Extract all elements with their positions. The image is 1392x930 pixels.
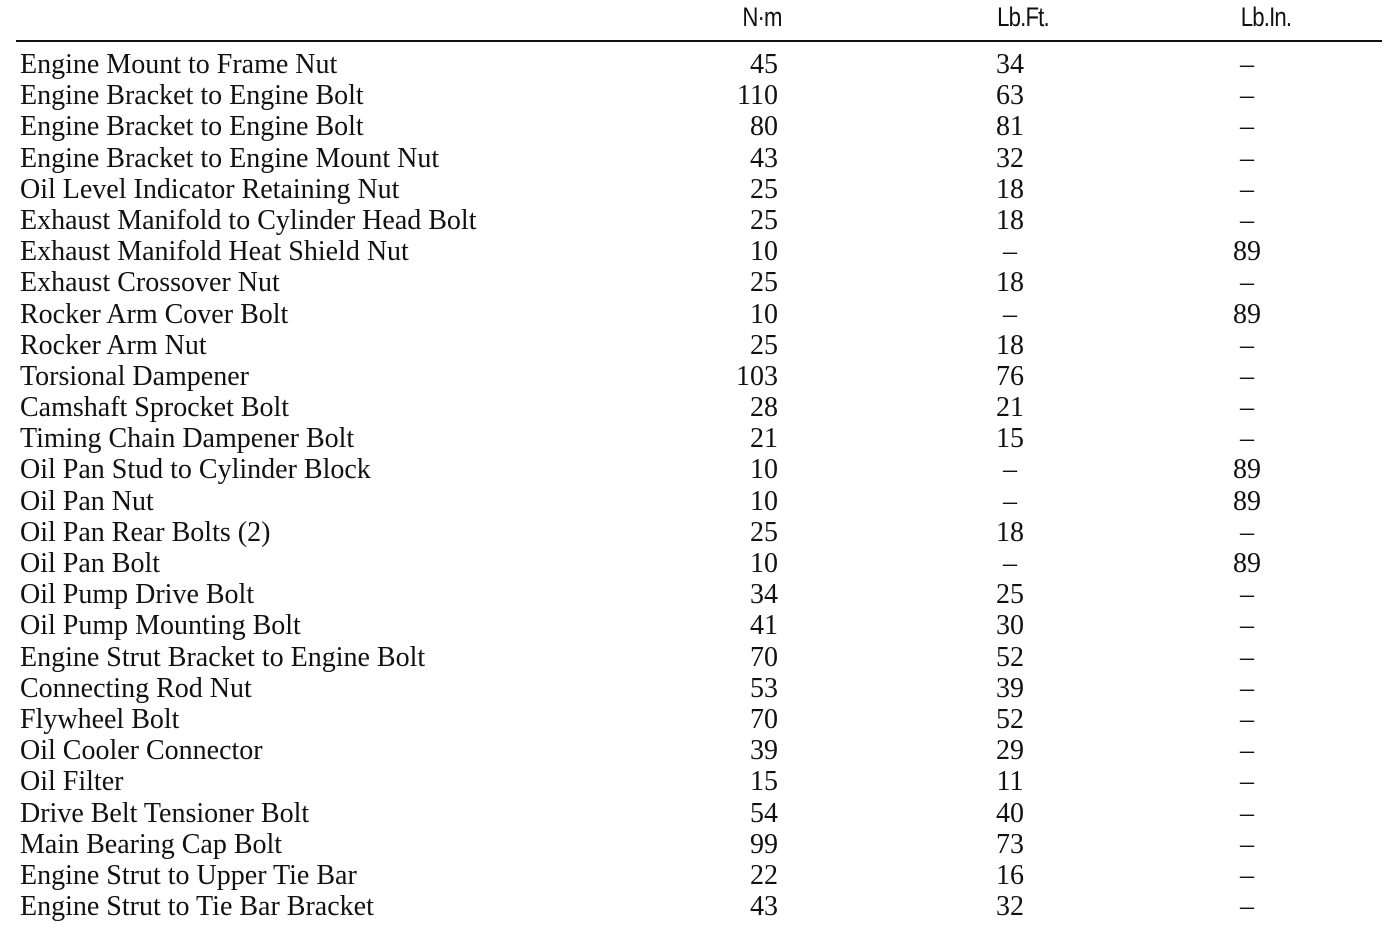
fastener-label: Engine Bracket to Engine Bolt [20,111,364,143]
table-row [0,798,1392,829]
torque-pound-inches: 89 [1233,485,1261,517]
fastener-label: Drive Belt Tensioner Bolt [20,797,310,829]
torque-pound-feet: – [1003,236,1017,268]
torque-newton-meters: 22 [750,859,778,891]
torque-pound-feet: 18 [996,204,1024,236]
torque-pound-feet: 73 [996,828,1024,860]
fastener-label: Exhaust Manifold to Cylinder Head Bolt [20,204,477,236]
torque-newton-meters: 103 [736,360,778,392]
fastener-label: Engine Strut to Upper Tie Bar [20,859,357,891]
torque-pound-inches: – [1240,766,1254,798]
torque-pound-feet: 18 [996,516,1024,548]
table-row [0,361,1392,392]
fastener-label: Engine Mount to Frame Nut [20,49,338,80]
fastener-label: Oil Pan Bolt [20,548,161,579]
torque-spec-table-body [0,49,1392,922]
table-header [0,0,1392,40]
torque-newton-meters: 43 [750,142,778,174]
torque-newton-meters: 80 [750,111,778,143]
table-row [0,579,1392,610]
table-row [0,49,1392,80]
torque-newton-meters: 21 [750,423,778,455]
torque-pound-inches: – [1240,859,1254,891]
table-row [0,891,1392,922]
torque-newton-meters: 43 [750,891,778,923]
torque-pound-feet: 76 [996,360,1024,392]
torque-pound-inches: – [1240,641,1254,673]
column-header-pound-inches: Lb.In. [1240,2,1292,32]
torque-pound-inches: – [1240,891,1254,923]
torque-newton-meters: 10 [750,454,778,486]
fastener-label: Rocker Arm Nut [20,329,207,361]
torque-newton-meters: 41 [750,610,778,642]
fastener-label: Exhaust Manifold Heat Shield Nut [20,236,409,268]
torque-pound-feet: 39 [996,672,1024,704]
fastener-label: Oil Cooler Connector [20,735,263,767]
fastener-label: Oil Pump Drive Bolt [20,579,255,611]
torque-newton-meters: 53 [750,672,778,704]
fastener-label: Oil Filter [20,766,124,798]
table-row [0,486,1392,517]
torque-pound-feet: – [1003,298,1017,330]
table-row [0,80,1392,111]
torque-pound-inches: – [1240,360,1254,392]
torque-newton-meters: 34 [750,579,778,611]
torque-pound-feet: 11 [996,766,1024,798]
fastener-label: Oil Pan Rear Bolts (2) [20,516,271,548]
torque-pound-inches: – [1240,173,1254,205]
torque-pound-inches: – [1240,392,1254,424]
table-row [0,610,1392,641]
torque-newton-meters: 54 [750,797,778,829]
torque-pound-inches: – [1240,797,1254,829]
column-header-pound-feet: Lb.Ft. [997,2,1049,32]
torque-pound-feet: 25 [996,579,1024,611]
torque-pound-feet: 52 [996,641,1024,673]
torque-pound-inches: – [1240,579,1254,611]
torque-pound-inches: 89 [1233,298,1261,330]
table-row [0,548,1392,579]
torque-pound-feet: 63 [996,80,1024,112]
torque-pound-inches: – [1240,735,1254,767]
fastener-label: Rocker Arm Cover Bolt [20,298,289,330]
torque-pound-feet: – [1003,454,1017,486]
torque-pound-feet: 18 [996,329,1024,361]
fastener-label: Exhaust Crossover Nut [20,267,280,299]
torque-pound-inches: 89 [1233,454,1261,486]
torque-newton-meters: 25 [750,204,778,236]
torque-pound-feet: – [1003,485,1017,517]
fastener-label: Main Bearing Cap Bolt [20,828,283,860]
fastener-label: Engine Bracket to Engine Bolt [20,80,364,112]
table-row [0,111,1392,142]
table-row [0,673,1392,704]
torque-newton-meters: 25 [750,516,778,548]
table-row [0,174,1392,205]
fastener-label: Engine Strut Bracket to Engine Bolt [20,641,426,673]
fastener-label: Oil Pan Nut [20,485,154,517]
fastener-label: Connecting Rod Nut [20,672,252,704]
torque-newton-meters: 10 [750,548,778,579]
fastener-label: Oil Pan Stud to Cylinder Block [20,454,371,486]
torque-pound-inches: – [1240,329,1254,361]
torque-pound-feet: 21 [996,392,1024,424]
torque-pound-feet: 34 [996,49,1024,80]
fastener-label: Engine Strut to Tie Bar Bracket [20,891,374,923]
torque-pound-feet: 30 [996,610,1024,642]
torque-newton-meters: 25 [750,173,778,205]
torque-pound-feet: 81 [996,111,1024,143]
torque-pound-feet: 15 [996,423,1024,455]
torque-pound-inches: – [1240,610,1254,642]
table-row [0,423,1392,454]
torque-pound-inches: – [1240,142,1254,174]
torque-pound-feet: 40 [996,797,1024,829]
torque-pound-inches: – [1240,516,1254,548]
table-row [0,735,1392,766]
table-row [0,829,1392,860]
table-row [0,454,1392,485]
torque-pound-feet: 18 [996,173,1024,205]
torque-newton-meters: 10 [750,236,778,268]
torque-newton-meters: 28 [750,392,778,424]
torque-newton-meters: 70 [750,641,778,673]
torque-pound-feet: 16 [996,859,1024,891]
table-row [0,766,1392,797]
table-row [0,236,1392,267]
table-row [0,517,1392,548]
torque-pound-inches: 89 [1233,548,1261,579]
torque-pound-feet: 29 [996,735,1024,767]
torque-pound-inches: – [1240,423,1254,455]
torque-newton-meters: 25 [750,329,778,361]
column-header-newton-meters: N·m [742,2,782,32]
table-row [0,704,1392,735]
torque-pound-inches: – [1240,111,1254,143]
fastener-label: Flywheel Bolt [20,703,180,735]
torque-pound-inches: – [1240,672,1254,704]
torque-pound-inches: – [1240,828,1254,860]
torque-pound-inches: – [1240,703,1254,735]
fastener-label: Engine Bracket to Engine Mount Nut [20,142,440,174]
header-divider [16,40,1382,42]
table-row [0,205,1392,236]
table-row [0,642,1392,673]
torque-newton-meters: 10 [750,298,778,330]
torque-pound-inches: – [1240,204,1254,236]
torque-newton-meters: 70 [750,703,778,735]
fastener-label: Camshaft Sprocket Bolt [20,392,290,424]
torque-pound-inches: – [1240,267,1254,299]
fastener-label: Oil Pump Mounting Bolt [20,610,301,642]
torque-newton-meters: 39 [750,735,778,767]
fastener-label: Torsional Dampener [20,360,249,392]
torque-pound-inches: – [1240,49,1254,80]
torque-newton-meters: 25 [750,267,778,299]
fastener-label: Oil Level Indicator Retaining Nut [20,173,400,205]
torque-newton-meters: 10 [750,485,778,517]
torque-pound-inches: 89 [1233,236,1261,268]
torque-pound-feet: – [1003,548,1017,579]
torque-newton-meters: 45 [750,49,778,80]
table-row [0,330,1392,361]
torque-pound-feet: 52 [996,703,1024,735]
table-row [0,299,1392,330]
table-row [0,860,1392,891]
torque-pound-feet: 32 [996,891,1024,923]
table-row [0,267,1392,298]
torque-pound-feet: 32 [996,142,1024,174]
torque-pound-feet: 18 [996,267,1024,299]
torque-pound-inches: – [1240,80,1254,112]
torque-newton-meters: 110 [737,80,778,112]
torque-newton-meters: 99 [750,828,778,860]
torque-newton-meters: 15 [750,766,778,798]
table-row [0,143,1392,174]
table-row [0,392,1392,423]
fastener-label: Timing Chain Dampener Bolt [20,423,355,455]
